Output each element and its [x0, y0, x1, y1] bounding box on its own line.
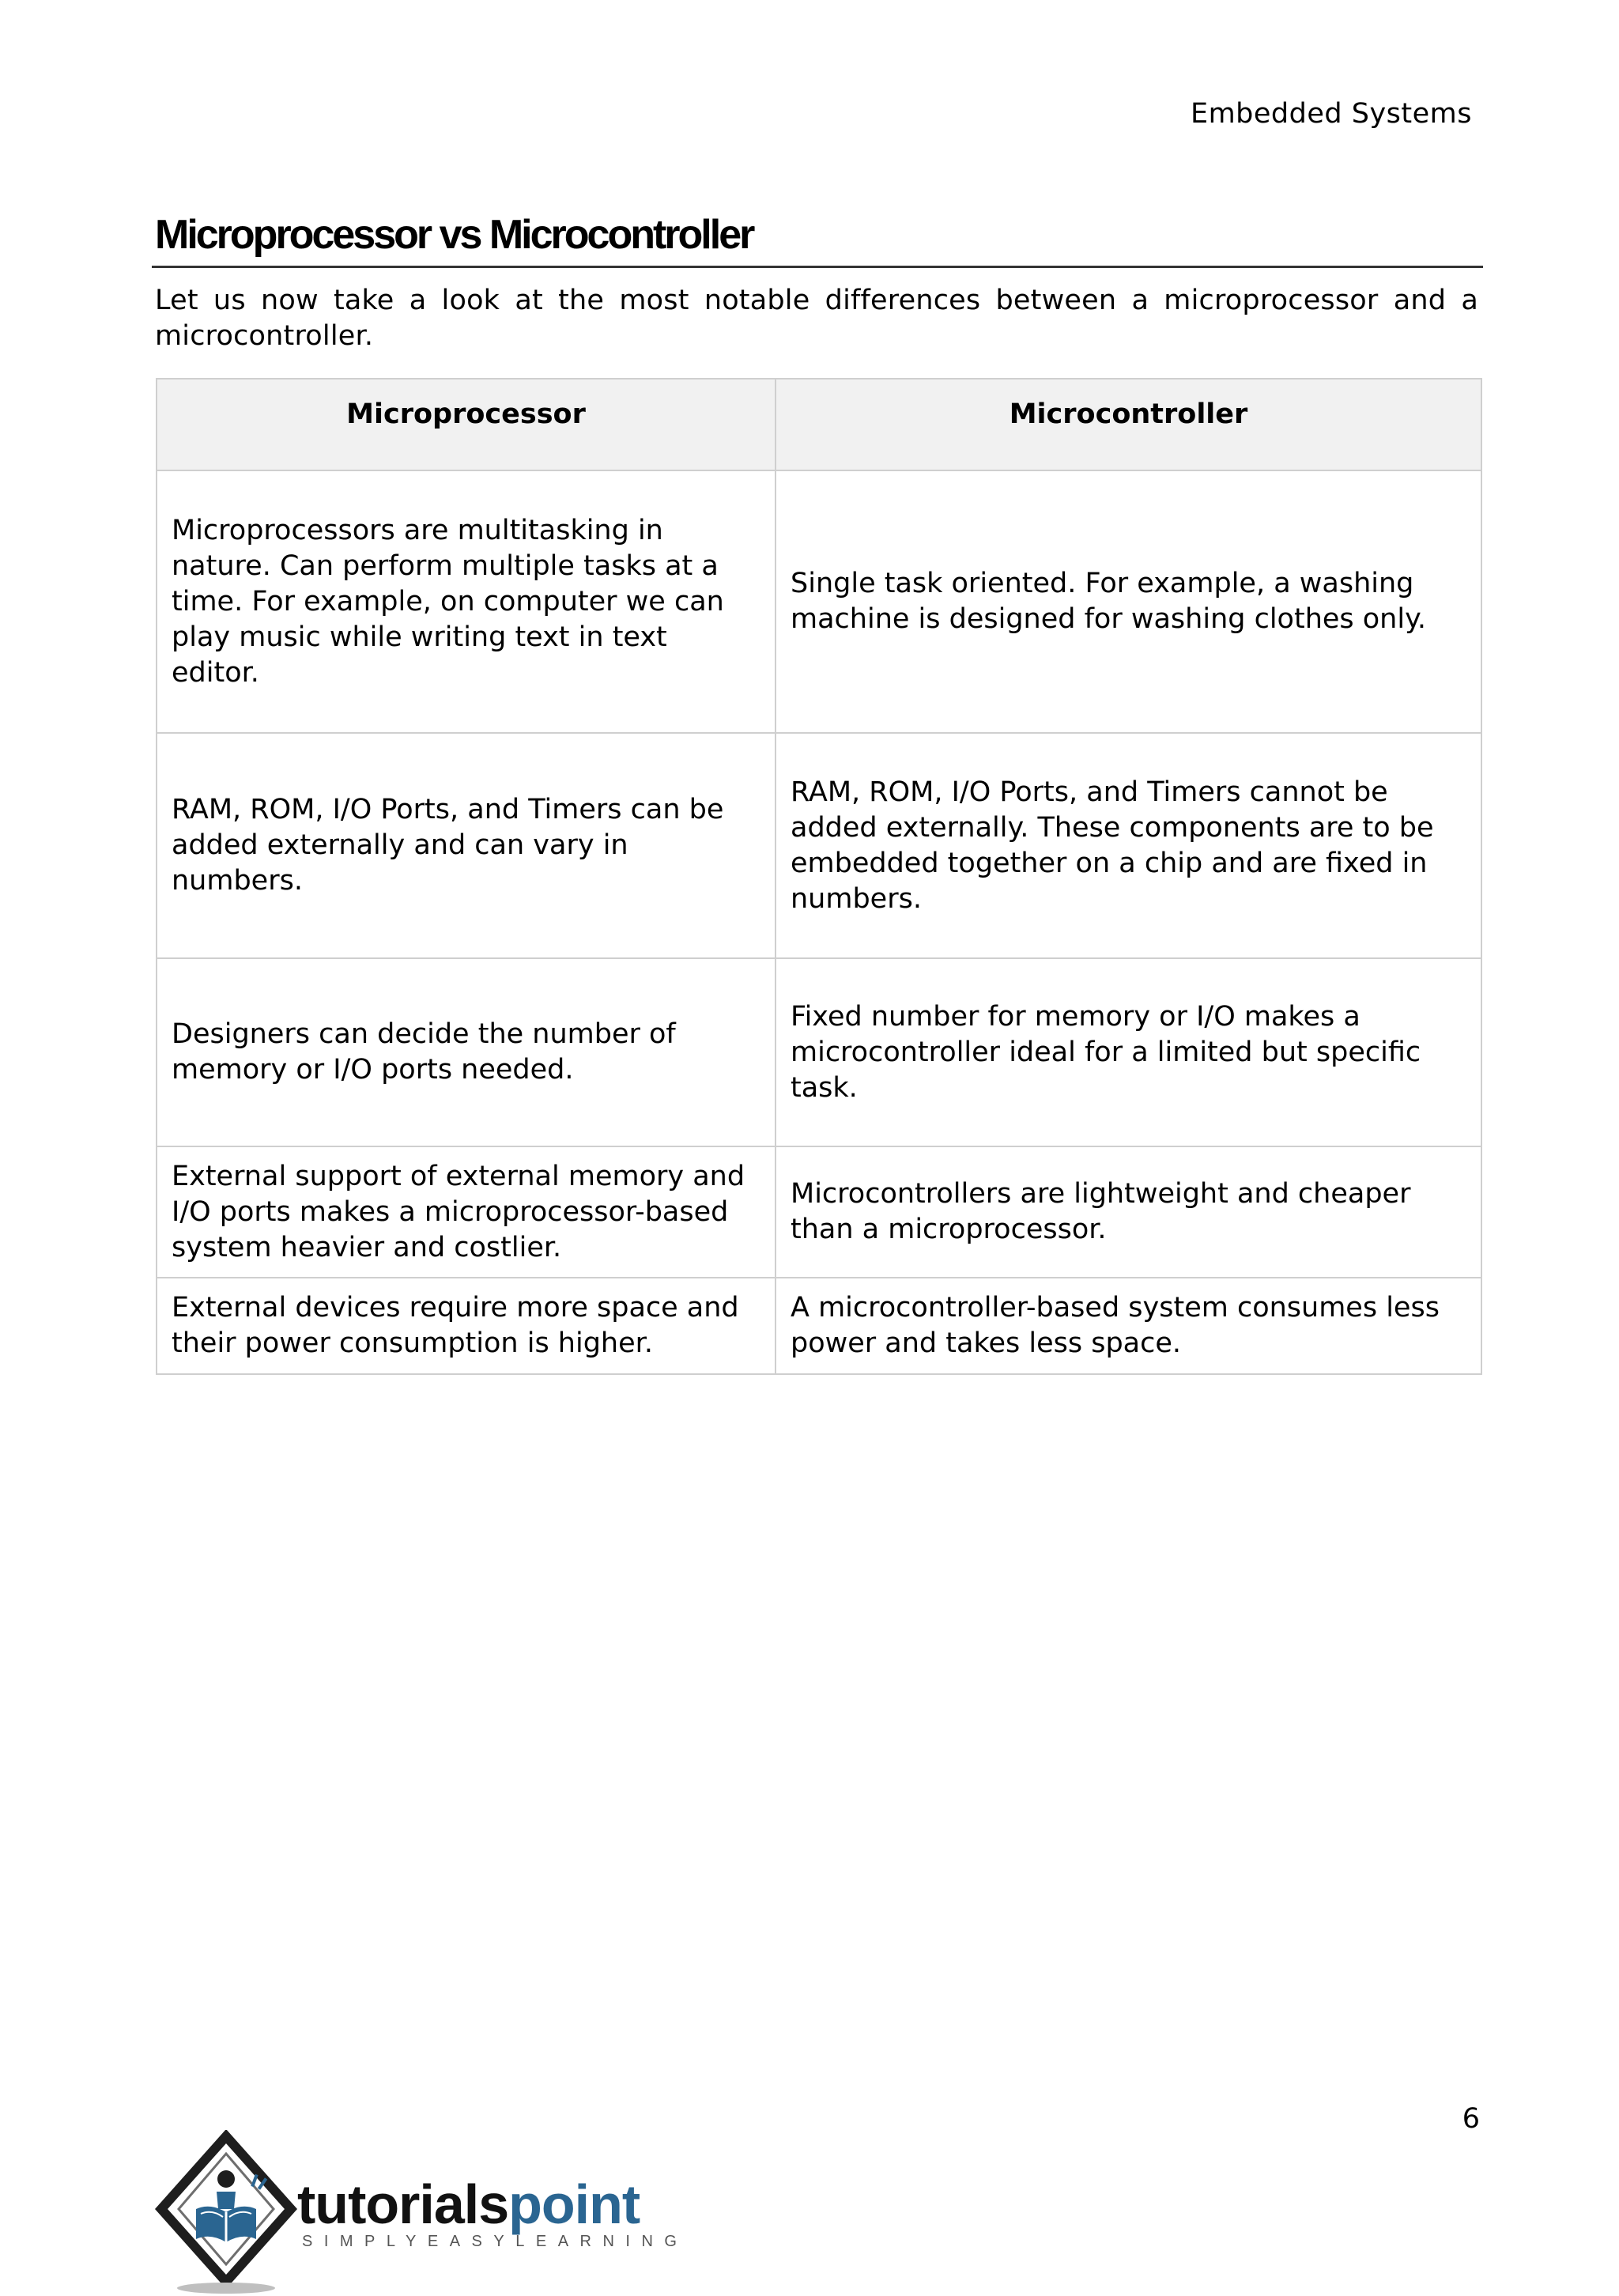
tutorialspoint-logo: [155, 2130, 689, 2296]
microprocessor-cell: RAM, ROM, I/O Ports, and Timers can be added externally and can vary in numbers.: [157, 733, 776, 958]
tutorialspoint-logo-icon: [155, 2130, 297, 2296]
logo-word-point: point: [508, 2173, 640, 2235]
logo-tagline: SIMPLYEASYLEARNING: [302, 2233, 689, 2250]
table-row: [157, 1146, 1481, 1278]
running-header: Embedded Systems: [1190, 98, 1472, 130]
table-row: [157, 733, 1481, 958]
table-row: [157, 958, 1481, 1146]
microcontroller-cell: RAM, ROM, I/O Ports, and Timers cannot be added externally. These components are to be embedded together on a chip and are fixed in numbers.: [776, 733, 1481, 958]
intro-paragraph: Let us now take a look at the most notable differences between a microprocessor and a microcontroller.: [155, 285, 1478, 352]
comparison-table: [156, 378, 1482, 1375]
microprocessor-cell: External devices require more space and their power consumption is higher.: [157, 1278, 776, 1374]
table-header-row: [157, 379, 1481, 470]
microcontroller-cell: Fixed number for memory or I/O makes a microcontroller ideal for a limited but specific task.: [776, 958, 1481, 1146]
table-row: [157, 470, 1481, 733]
title-rule: [152, 266, 1483, 268]
microcontroller-cell: A microcontroller-based system consumes less power and takes less space.: [776, 1278, 1481, 1374]
microprocessor-cell: Microprocessors are multitasking in nature. Can perform multiple tasks at a time. For example, on computer we can play music while writing text in text editor.: [157, 470, 776, 733]
microprocessor-cell: External support of external memory and I/O ports makes a microprocessor-based system heavier and costlier.: [157, 1146, 776, 1278]
microprocessor-cell: Designers can decide the number of memory or I/O ports needed.: [157, 958, 776, 1146]
page-number: 6: [1462, 2103, 1480, 2135]
microcontroller-cell: Microcontrollers are lightweight and cheaper than a microprocessor.: [776, 1146, 1481, 1278]
microcontroller-cell: Single task oriented. For example, a washing machine is designed for washing clothes only.: [776, 470, 1481, 733]
table-row: [157, 1278, 1481, 1374]
logo-wordmark: [297, 2173, 640, 2236]
logo-word-tutorials: tutorials: [297, 2173, 509, 2235]
section-title: Microprocessor vs Microcontroller: [155, 212, 753, 258]
column-header-microcontroller: Microcontroller: [776, 379, 1481, 470]
column-header-microprocessor: Microprocessor: [157, 379, 776, 470]
